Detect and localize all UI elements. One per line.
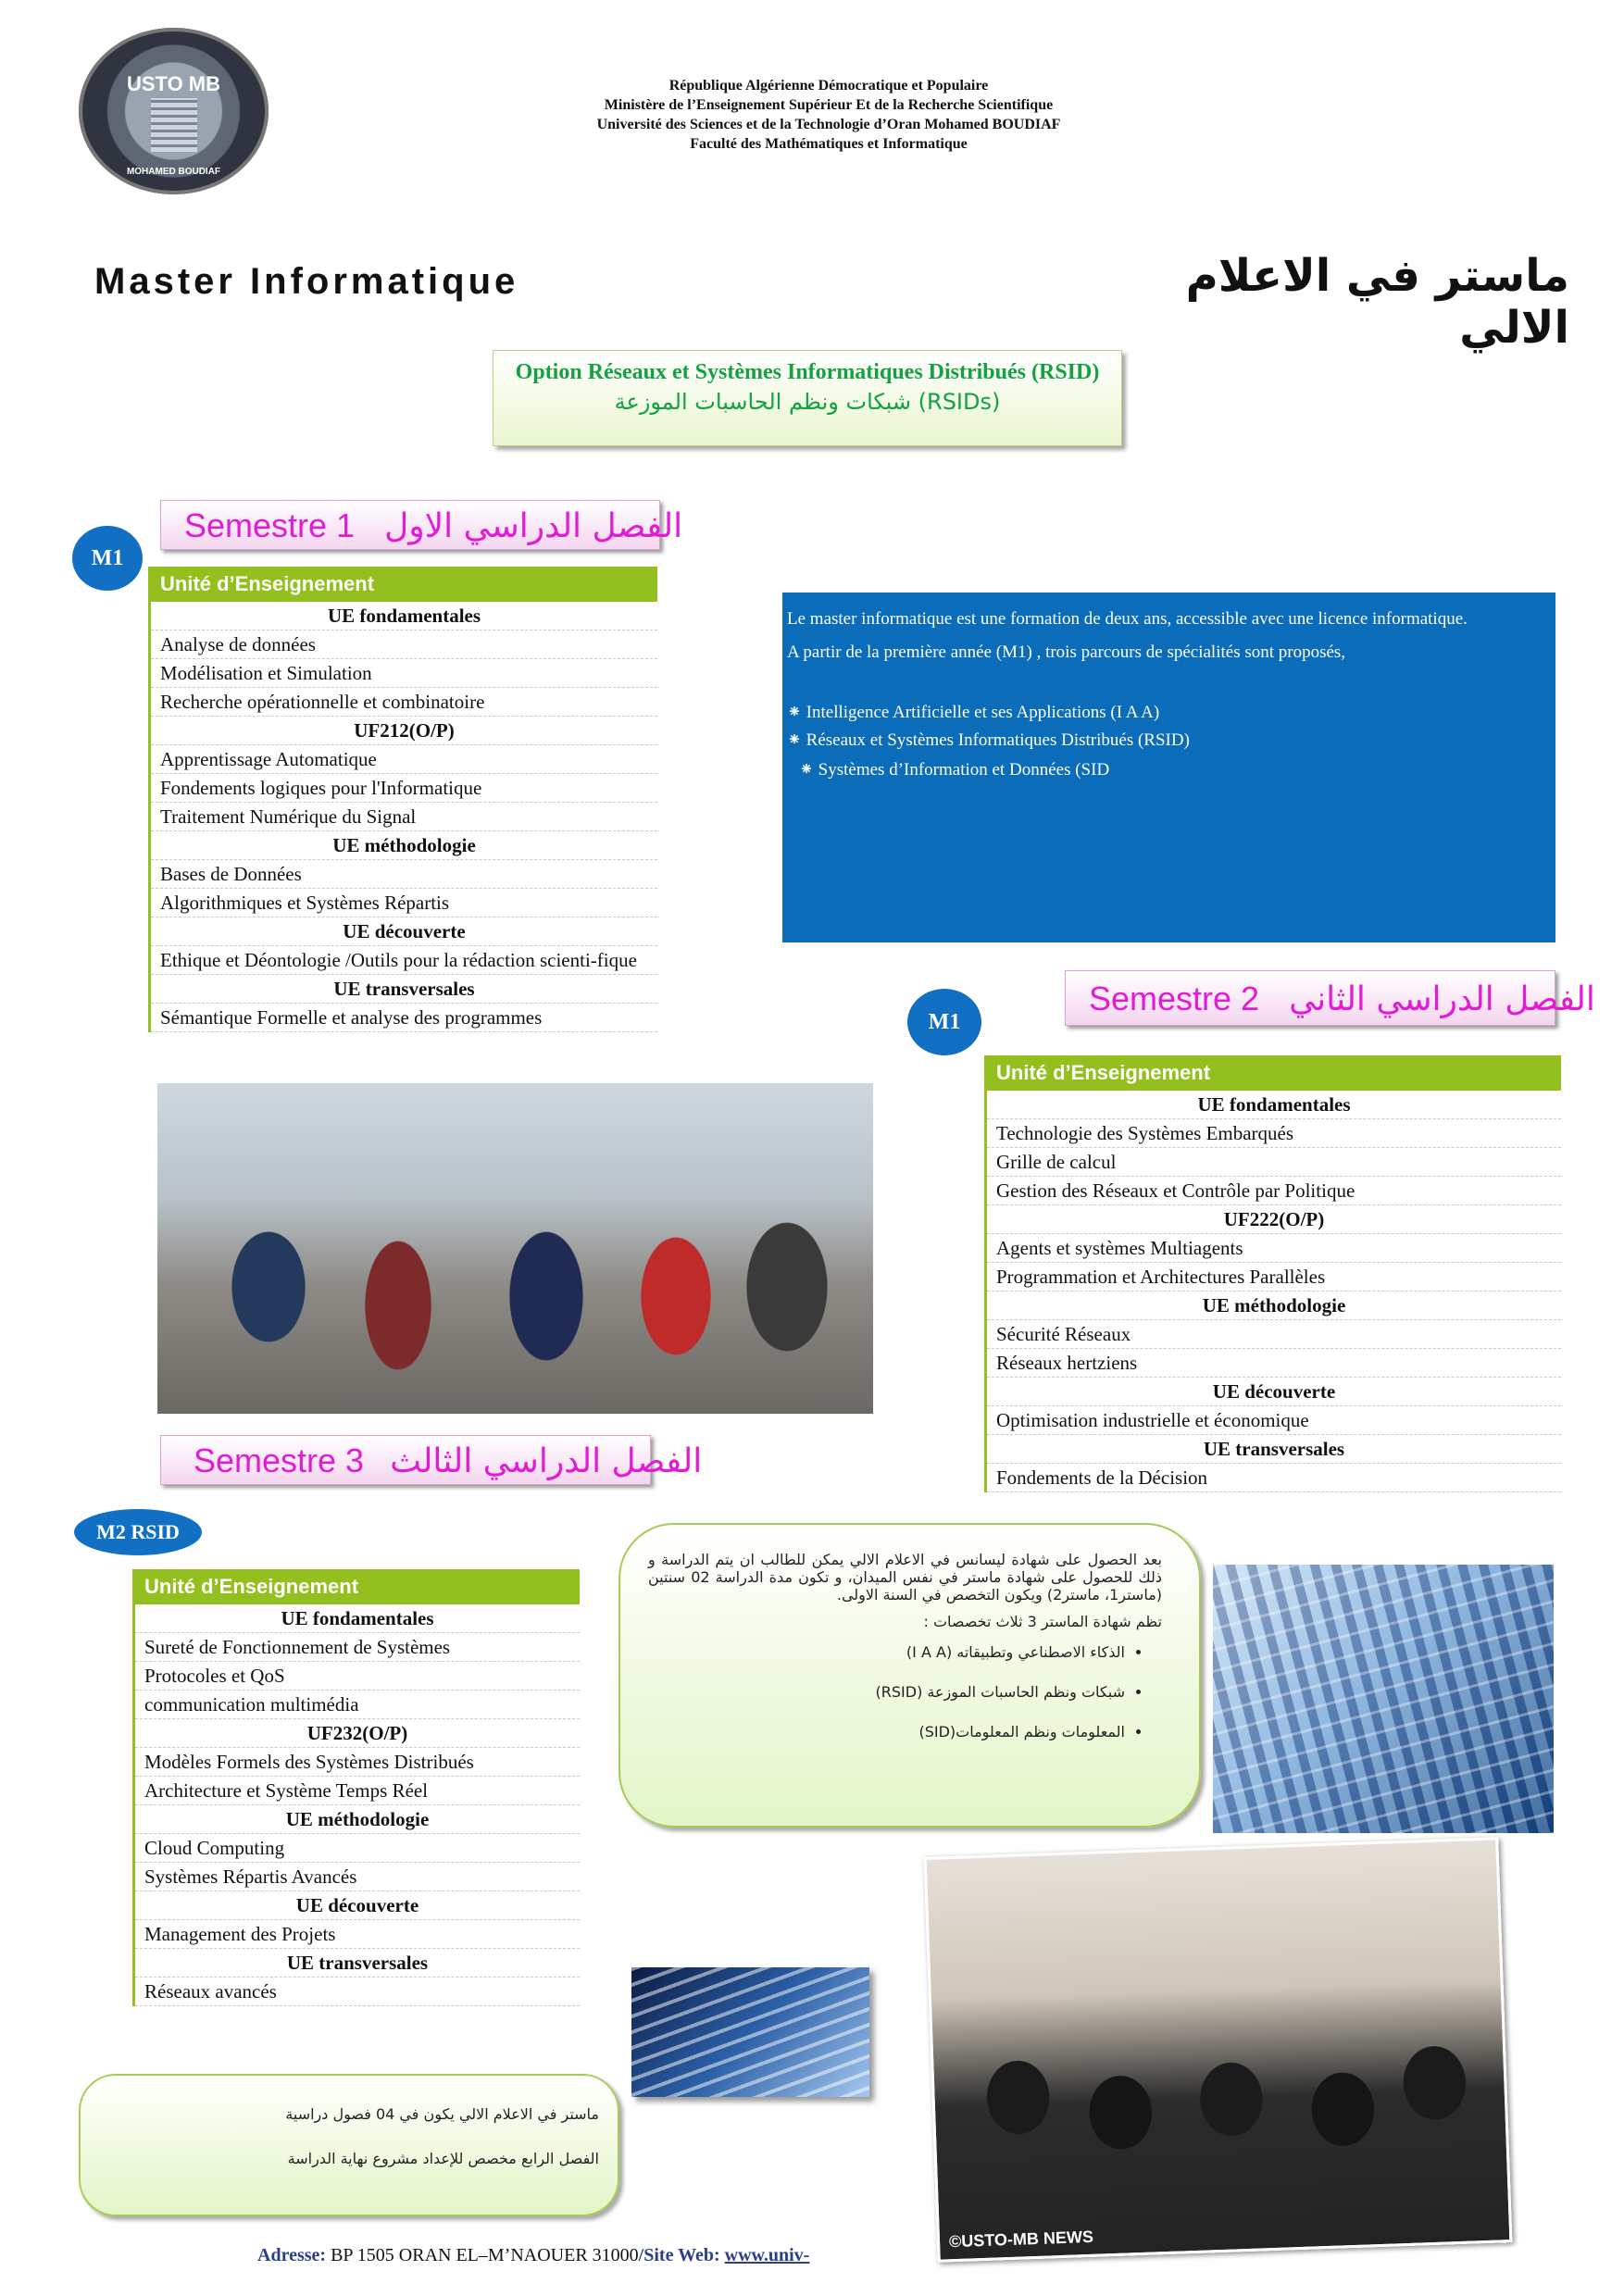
header-line-2: Ministère de l’Enseignement Supérieur Et de la Recherche Scientifique xyxy=(604,97,1054,113)
program-info-box xyxy=(782,593,1555,942)
address-label: Adresse: xyxy=(257,2245,327,2265)
semester3-banner xyxy=(160,1435,703,1485)
table-category: UE fondamentales xyxy=(987,1091,1561,1119)
table-row: Architecture et Système Temps Réel xyxy=(135,1777,580,1805)
table-category: UF212(O/P) xyxy=(151,717,657,745)
table-row: Optimisation industrielle et économique xyxy=(987,1406,1561,1435)
badge-m1-semester1: M1 xyxy=(72,526,143,591)
table-header: Unité d’Enseignement xyxy=(151,567,657,602)
semester1-label-fr: Semestre 1 xyxy=(184,506,356,544)
logo-text: USTO MB xyxy=(126,72,221,95)
logo-tower-icon xyxy=(151,98,197,152)
table-category: UE méthodologie xyxy=(135,1805,580,1834)
table-row: Ethique et Déontologie /Outils pour la rédaction scienti-fique xyxy=(151,946,657,975)
table-row: Algorithmiques et Systèmes Répartis xyxy=(151,889,657,917)
table-row: Traitement Numérique du Signal xyxy=(151,803,657,831)
table-row: Bases de Données xyxy=(151,860,657,889)
badge-m1-semester2: M1 xyxy=(907,989,981,1055)
table-row: Fondements de la Décision xyxy=(987,1464,1561,1492)
table-row: Réseaux avancés xyxy=(135,1978,580,2006)
university-logo xyxy=(79,28,269,194)
list-item: • المعلومات ونظم المعلومات(SID) xyxy=(648,1723,1125,1741)
arabic-specialty-list xyxy=(648,1643,1162,1741)
asterisk-icon: ⁕ xyxy=(799,760,818,780)
site-separator: : xyxy=(713,2245,725,2265)
arabic-line-2: الفصل الرابع مخصص للإعداد مشروع نهاية الدراسة xyxy=(287,2150,599,2167)
table-row: Fondements logiques pour l'Informatique xyxy=(151,774,657,803)
institution-header xyxy=(444,76,1213,154)
table-row: Technologie des Systèmes Embarqués xyxy=(987,1119,1561,1148)
page-title-ar: ماستر في الاعلام الالي xyxy=(1185,250,1569,354)
table-category: UE fondamentales xyxy=(151,602,657,630)
table-row: Modèles Formels des Systèmes Distribués xyxy=(135,1748,580,1777)
classroom-photo xyxy=(157,1083,873,1414)
site-link[interactable]: www.univ- xyxy=(724,2245,810,2265)
header-line-3: Université des Sciences et de la Technologie d’Oran Mohamed BOUDIAF xyxy=(596,117,1061,132)
arabic-paragraph-1: بعد الحصول على شهادة ليسانس في الاعلام الالي يمكن للطالب ان يتم الدراسة و ذلك للحصول على شهادة ماستر في نفس الميدان، و تكون مدة الدراسة 02 سنتين (ماستر1، ماستر2) ويكون التخصص في السنة الاولى. xyxy=(648,1551,1163,1603)
table-category: UE découverte xyxy=(151,917,657,946)
badge-m2-rsid: M2 RSID xyxy=(74,1509,202,1555)
table-row: Analyse de données xyxy=(151,630,657,659)
semester2-label-fr: Semestre 2 xyxy=(1089,980,1260,1017)
table-category: UE fondamentales xyxy=(135,1604,580,1633)
table-header: Unité d’Enseignement xyxy=(987,1055,1561,1091)
arabic-paragraph-2: تظم شهادة الماستر 3 ثلاث تخصصات : xyxy=(923,1613,1162,1630)
page-title-fr: Master Informatique xyxy=(94,261,519,302)
photo-watermark: ©USTO-MB NEWS xyxy=(948,2227,1094,2252)
table-row: Modélisation et Simulation xyxy=(151,659,657,688)
table-row: Grille de calcul xyxy=(987,1148,1561,1177)
table-category: UE transversales xyxy=(135,1949,580,1978)
table-row: Apprentissage Automatique xyxy=(151,745,657,774)
logo-bottom-text: MOHAMED BOUDIAF xyxy=(126,167,221,177)
semester3-label-ar: الفصل الدراسي الثالث xyxy=(390,1442,703,1480)
table-category: UE découverte xyxy=(135,1891,580,1920)
course-table-semester3 xyxy=(132,1569,580,2006)
info-bullet-1: ⁕ Intelligence Artificielle et ses Applications (I A A) xyxy=(787,703,1160,722)
option-title-fr: Option Réseaux et Systèmes Informatiques Distribués (RSID) xyxy=(515,360,1100,384)
table-row: Protocoles et QoS xyxy=(135,1662,580,1691)
table-category: UF232(O/P) xyxy=(135,1719,580,1748)
header-line-1: République Algérienne Démocratique et Populaire xyxy=(668,78,989,94)
semester1-label-ar: الفصل الدراسي الاول xyxy=(384,507,683,545)
table-row: Systèmes Répartis Avancés xyxy=(135,1863,580,1891)
arabic-line-1: ماستر في الاعلام الالي يكون في 04 فصول دراسية xyxy=(285,2105,599,2123)
info-paragraph-1: Le master informatique est une formation de deux ans, accessible avec une licence informatique. xyxy=(787,609,1468,629)
header-line-4: Faculté des Mathématiques et Informatique xyxy=(690,136,968,152)
table-header: Unité d’Enseignement xyxy=(135,1569,580,1604)
info-bullet-2: ⁕ Réseaux et Systèmes Informatiques Distribués (RSID) xyxy=(787,730,1190,750)
footer-address xyxy=(257,2245,809,2266)
table-row: Management des Projets xyxy=(135,1920,580,1949)
table-row: Sureté de Fonctionnement de Systèmes xyxy=(135,1633,580,1662)
table-category: UE découverte xyxy=(987,1378,1561,1406)
table-row: Gestion des Réseaux et Contrôle par Politique xyxy=(987,1177,1561,1205)
table-row: Cloud Computing xyxy=(135,1834,580,1863)
list-item: • شبكات ونظم الحاسبات الموزعة (RSID) xyxy=(648,1683,1125,1701)
table-category: UE méthodologie xyxy=(987,1292,1561,1320)
table-row: Sémantique Formelle et analyse des programmes xyxy=(151,1004,657,1032)
asterisk-icon: ⁕ xyxy=(787,703,806,722)
semester1-banner xyxy=(160,500,683,550)
table-category: UF222(O/P) xyxy=(987,1205,1561,1234)
semester2-banner xyxy=(1065,970,1595,1026)
table-row: Agents et systèmes Multiagents xyxy=(987,1234,1561,1263)
site-label: /Site Web xyxy=(638,2245,714,2265)
course-table-semester2 xyxy=(984,1055,1561,1492)
info-bullet-3: ⁕ Systèmes d’Information et Données (SID xyxy=(799,760,1110,780)
table-category: UE transversales xyxy=(151,975,657,1004)
table-category: UE méthodologie xyxy=(151,831,657,860)
graduation-photo xyxy=(924,1837,1513,2262)
table-row: Sécurité Réseaux xyxy=(987,1320,1561,1349)
hand-keyboard-photo xyxy=(631,1967,869,2097)
arabic-info-box xyxy=(618,1523,1201,1828)
table-row: Programmation et Architectures Parallèles xyxy=(987,1263,1561,1292)
option-banner xyxy=(493,350,1122,446)
table-row: communication multimédia xyxy=(135,1691,580,1719)
semester3-label-fr: Semestre 3 xyxy=(194,1441,365,1479)
arabic-semesters-box xyxy=(79,2074,619,2216)
table-row: Recherche opérationnelle et combinatoire xyxy=(151,688,657,717)
asterisk-icon: ⁕ xyxy=(787,730,806,750)
list-item: • الذكاء الاصطناعي وتطبيقاته (I A A) xyxy=(648,1643,1125,1661)
option-title-ar: شبكات ونظم الحاسبات الموزعة (RSIDs) xyxy=(614,389,1001,415)
semester2-label-ar: الفصل الدراسي الثاني xyxy=(1289,980,1595,1018)
info-paragraph-2: A partir de la première année (M1) , trois parcours de spécialités sont proposés, xyxy=(787,643,1346,662)
course-table-semester1 xyxy=(148,567,657,1032)
address-value: BP 1505 ORAN EL–M’NAOUER 31000 xyxy=(326,2245,639,2265)
code-keyboard-photo xyxy=(1213,1565,1554,1833)
table-row: Réseaux hertziens xyxy=(987,1349,1561,1378)
table-category: UE transversales xyxy=(987,1435,1561,1464)
